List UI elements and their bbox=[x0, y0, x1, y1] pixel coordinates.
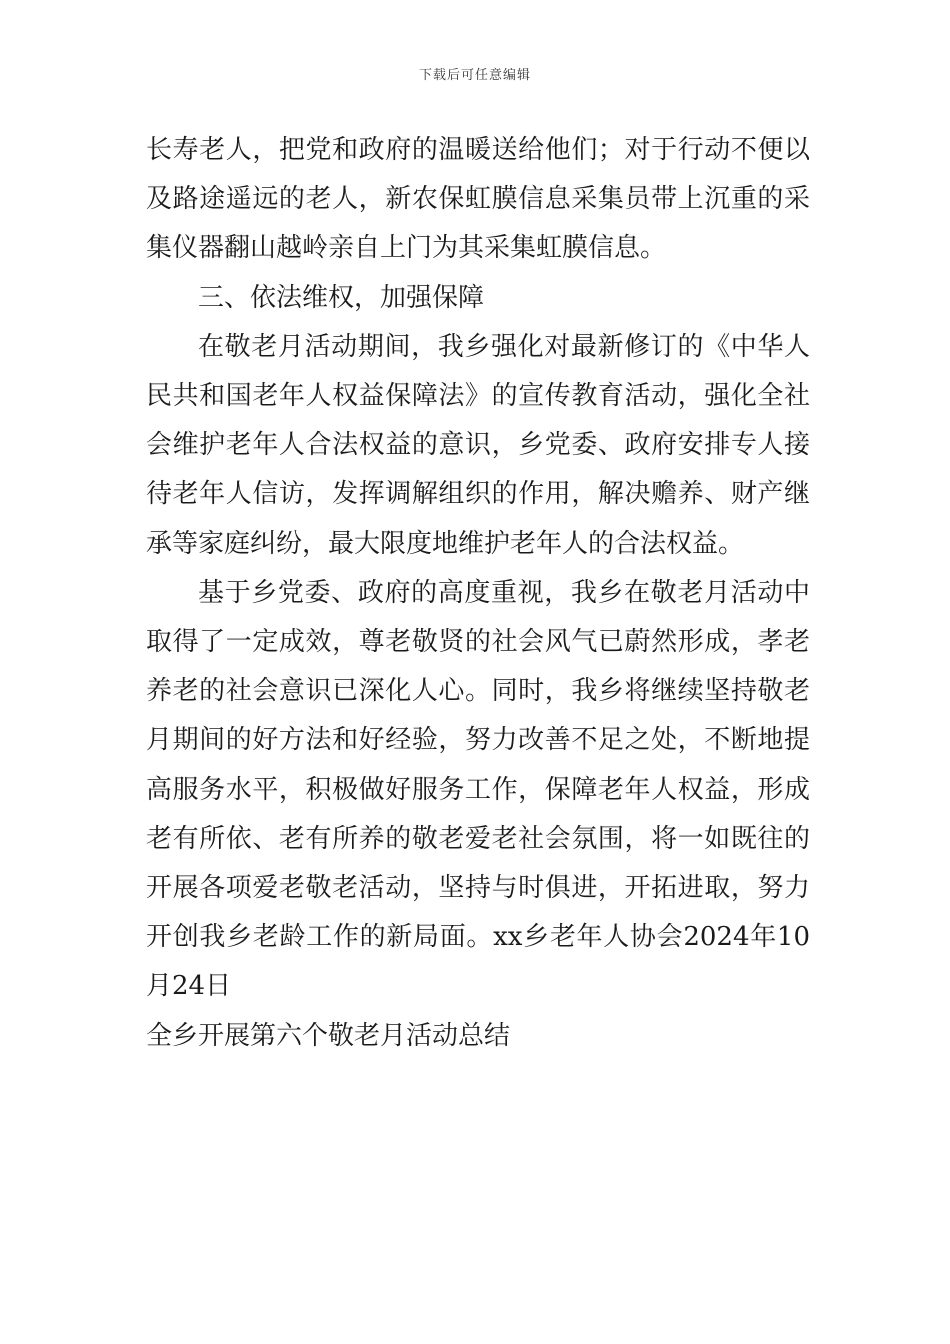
document-body bbox=[146, 126, 810, 1061]
section-heading: 三、依法维权，加强保障 bbox=[198, 282, 485, 313]
paragraph-conclusion: 基于乡党委、政府的高度重视，我乡在敬老月活动中取得了一定成效，尊老敬贤的社会风气已蔚然形成，孝老养老的社会意识已深化人心。同时，我乡将继续坚持敬老月期间的好方法和好经验，努力改善不足之处，不断地提高服务水平，积极做好服务工作，保障老年人权益，形成老有所依、老有所养的敬老爱老社会氛围，将一如既往的开展各项爱老敬老活动，坚持与时俱进，开拓进取，努力开创我乡老龄工作的新局面。xx乡老年人协会2024年10月24日 bbox=[146, 577, 810, 1002]
paragraph-rights: 在敬老月活动期间，我乡强化对最新修订的《中华人民共和国老年人权益保障法》的宣传教育活动，强化全社会维护老年人合法权益的意识，乡党委、政府安排专人接待老年人信访，发挥调解组织的作用，解决赡养、财产继承等家庭纠纷，最大限度地维护老年人的合法权益。 bbox=[146, 331, 810, 559]
next-document-title: 全乡开展第六个敬老月活动总结 bbox=[146, 1020, 511, 1051]
paragraph-continuation: 长寿老人，把党和政府的温暖送给他们；对于行动不便以及路途遥远的老人，新农保虹膜信息采集员带上沉重的采集仪器翻山越岭亲自上门为其采集虹膜信息。 bbox=[146, 135, 810, 264]
header-note: 下载后可任意编辑 bbox=[418, 68, 531, 83]
